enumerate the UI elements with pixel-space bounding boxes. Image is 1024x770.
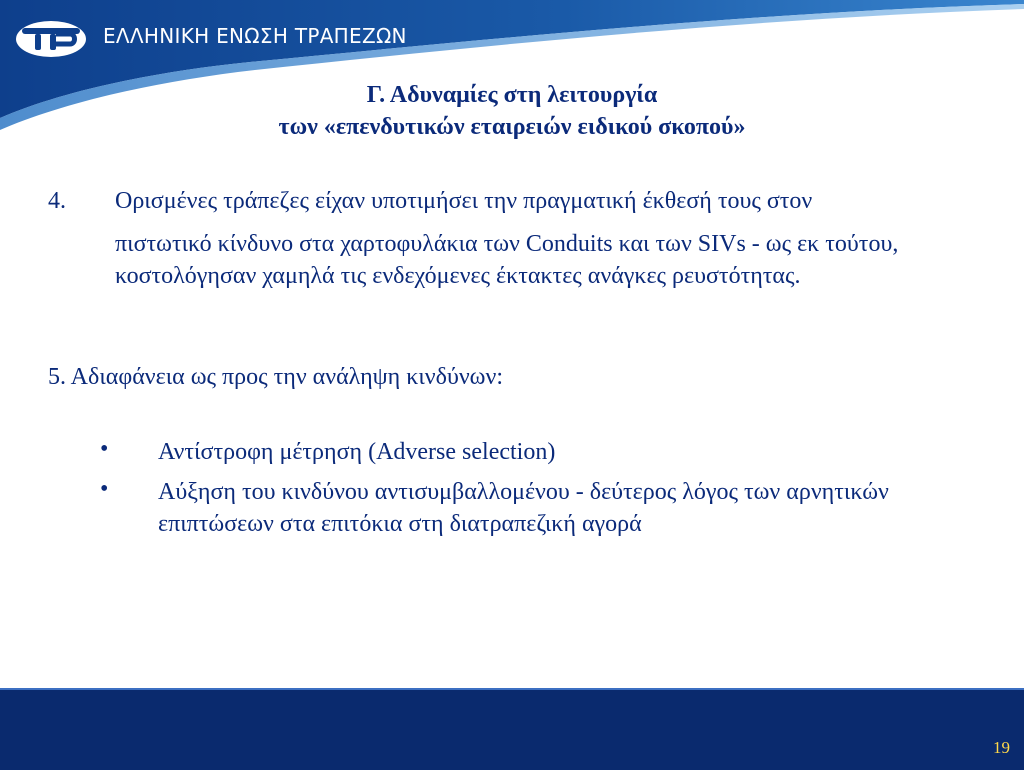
bullet-text: Αύξηση του κινδύνου αντισυμβαλλομένου - δεύτερος λόγος των αρνητικών επιπτώσεων στα επιτόκια στη διατραπεζική αγορά <box>158 479 889 537</box>
item-text-continuation: πιστωτικό κίνδυνο στα χαρτοφυλάκια των Conduits και των SIVs - ως εκ τούτου, κοστολόγησαν χαμηλά τις ενδεχόμενες έκτακτες ανάγκες ρευστότητας. <box>115 231 899 289</box>
section-5-heading: 5. Αδιαφάνεια ως προς την ανάληψη κινδύνων: <box>48 364 503 390</box>
bullet-marker: • <box>100 476 109 502</box>
slide-title-line-2: των «επενδυτικών εταιρειών ειδικού σκοπού» <box>278 114 746 140</box>
slide-title <box>0 79 1024 143</box>
bullet-text: Αντίστροφη μέτρηση (Adverse selection) <box>158 439 556 465</box>
organization-name: ΕΛΛΗΝΙΚΗ ΕΝΩΣΗ ΤΡΑΠΕΖΩΝ <box>103 24 407 48</box>
item-text-line-1: Ορισμένες τράπεζες είχαν υποτιμήσει την πραγματική έκθεσή τους στον <box>115 188 813 214</box>
hellenic-bank-association-logo-icon <box>14 19 88 59</box>
footer-bar <box>0 688 1024 770</box>
item-number: 4. <box>48 188 66 214</box>
page-number: 19 <box>993 738 1010 757</box>
bullet-marker: • <box>100 436 109 462</box>
slide-title-line-1: Γ. Αδυναμίες στη λειτουργία <box>366 82 658 108</box>
